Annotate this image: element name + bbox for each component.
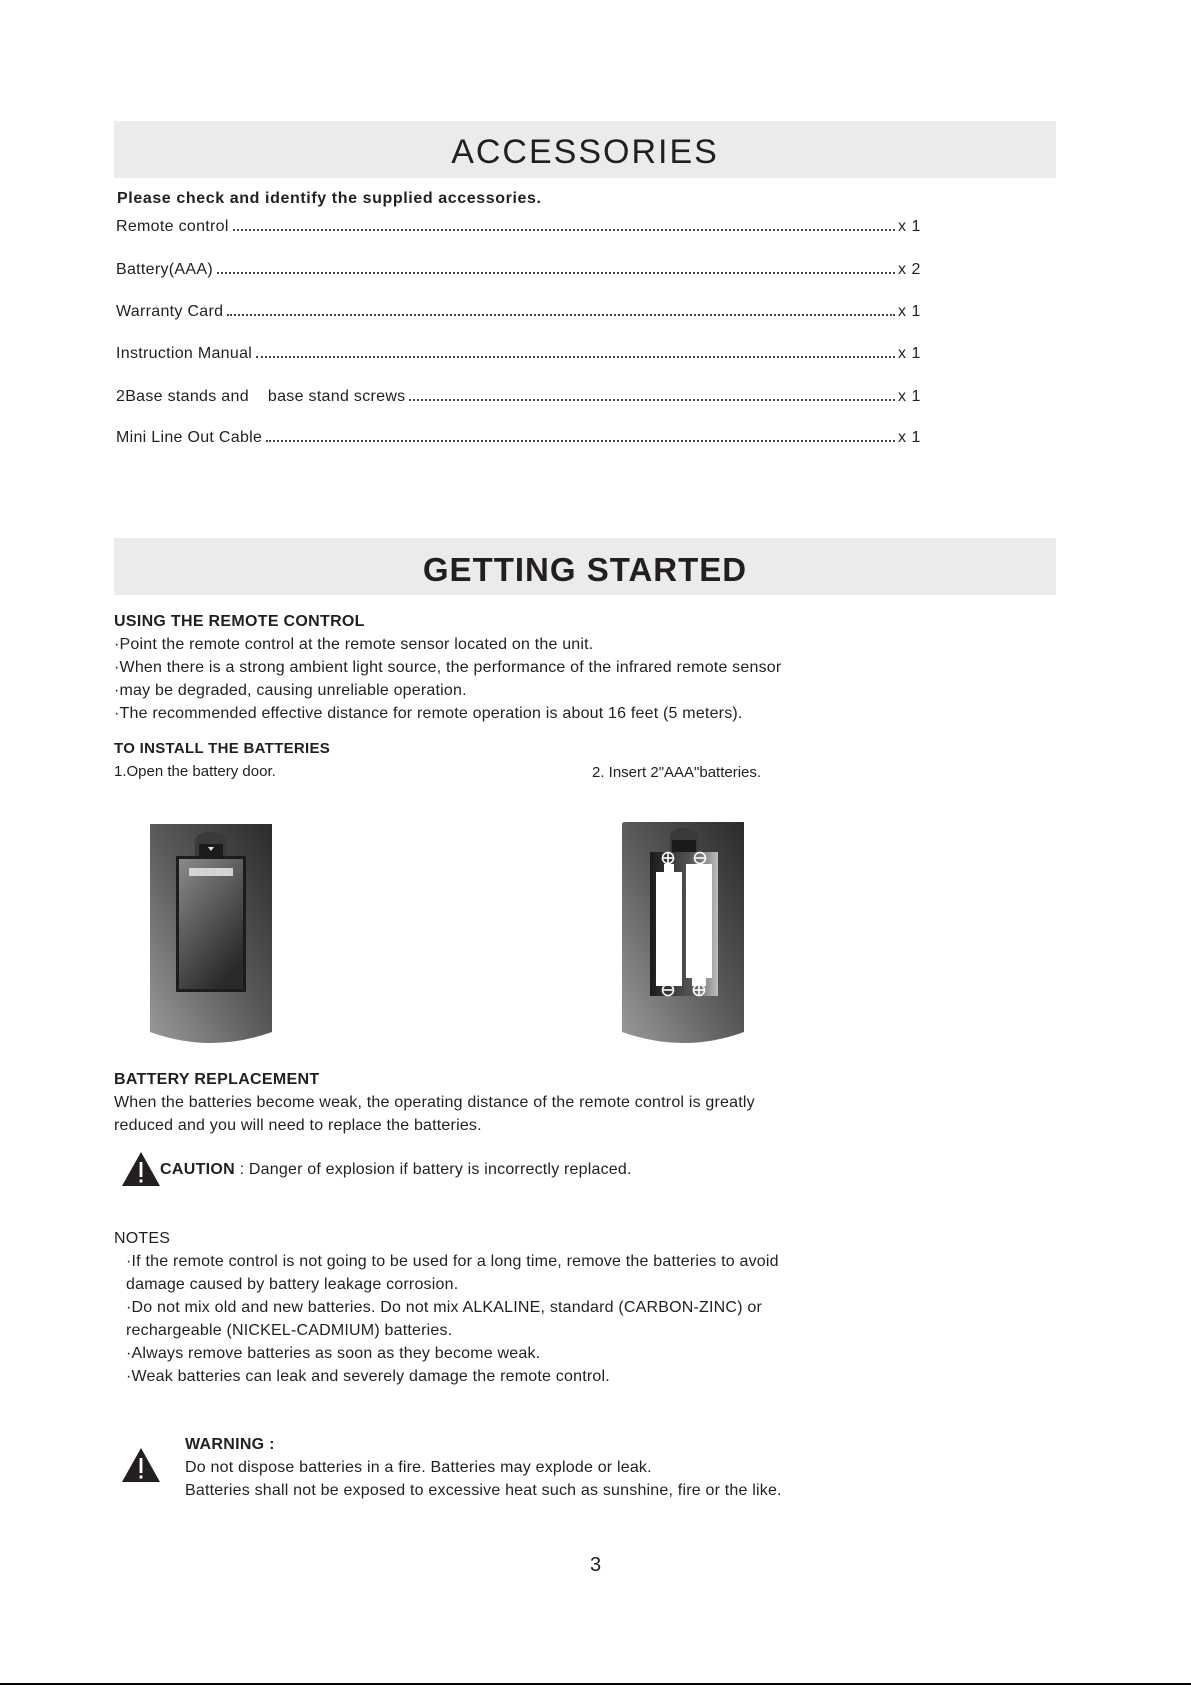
leader-dots: [233, 229, 895, 231]
notes-line: ·Weak batteries can leak and severely damage the remote control.: [126, 1368, 610, 1385]
accessory-item: [116, 218, 922, 238]
accessories-title: ACCESSORIES: [451, 133, 719, 171]
remote-battery-compartment-open-icon: [620, 820, 748, 1048]
getting-started-title: GETTING STARTED: [422, 551, 748, 588]
accessory-item: [116, 429, 922, 449]
accessory-name: 2Base stands and base stand screws: [116, 388, 406, 405]
accessory-item: [116, 388, 922, 408]
install-batteries-heading: TO INSTALL THE BATTERIES: [114, 740, 331, 757]
accessory-name: Mini Line Out Cable: [116, 429, 263, 446]
warning-line: Batteries shall not be exposed to excessive heat such as sunshine, fire or the like.: [185, 1482, 782, 1499]
battery-replacement-line: reduced and you will need to replace the batteries.: [114, 1117, 482, 1134]
accessory-qty: x 1: [898, 218, 921, 235]
battery-replacement-heading: BATTERY REPLACEMENT: [114, 1071, 320, 1088]
warning-line: Do not dispose batteries in a fire. Batteries may explode or leak.: [185, 1459, 652, 1476]
warning-label: WARNING :: [185, 1436, 275, 1453]
warning-triangle-icon: [121, 1447, 161, 1483]
remote-battery-door-closed-icon: [148, 822, 274, 1048]
leader-dots: [256, 356, 895, 358]
leader-dots: [266, 440, 895, 442]
notes-line: ·Do not mix old and new batteries. Do not mix ALKALINE, standard (CARBON-ZINC) or: [126, 1299, 762, 1316]
accessory-name: Remote control: [116, 218, 229, 235]
accessory-qty: x 1: [898, 303, 921, 320]
page-number: 3: [589, 1554, 602, 1576]
accessory-item: [116, 345, 922, 365]
leader-dots: [227, 314, 895, 316]
caution-warning-triangle-icon: [121, 1151, 161, 1187]
accessory-qty: x 2: [898, 261, 921, 278]
accessory-qty: x 1: [898, 345, 921, 362]
install-step-1: 1.Open the battery door.: [114, 763, 276, 780]
getting-started-header-band: [114, 538, 1056, 595]
remote-control-line: ·The recommended effective distance for remote operation is about 16 feet (5 meters).: [114, 705, 743, 722]
remote-control-line: ·may be degraded, causing unreliable operation.: [114, 682, 467, 699]
remote-control-line: ·When there is a strong ambient light source, the performance of the infrared remote sensor: [114, 659, 782, 676]
battery-replacement-line: When the batteries become weak, the operating distance of the remote control is greatly: [114, 1094, 755, 1111]
remote-control-line: ·Point the remote control at the remote sensor located on the unit.: [114, 636, 594, 653]
notes-line: damage caused by battery leakage corrosion.: [126, 1276, 459, 1293]
accessory-qty: x 1: [898, 429, 921, 446]
accessory-item: [116, 261, 922, 281]
caution-text: [160, 1161, 632, 1179]
notes-line: ·Always remove batteries as soon as they become weak.: [126, 1345, 541, 1362]
leader-dots: [217, 272, 895, 274]
notes-line: ·If the remote control is not going to be used for a long time, remove the batteries to avoid: [126, 1253, 779, 1270]
leader-dots: [409, 399, 895, 401]
notes-line: rechargeable (NICKEL-CADMIUM) batteries.: [126, 1322, 453, 1339]
accessory-name: Instruction Manual: [116, 345, 253, 362]
install-step-2: 2. Insert 2"AAA"batteries.: [592, 764, 762, 781]
accessory-name: Battery(AAA): [116, 261, 213, 278]
caution-label: CAUTION: [160, 1161, 235, 1178]
accessory-qty: x 1: [898, 388, 921, 405]
notes-heading: NOTES: [114, 1230, 171, 1247]
accessories-intro: Please check and identify the supplied accessories.: [117, 190, 542, 207]
accessory-item: [116, 303, 922, 323]
accessories-header-band: [114, 121, 1056, 178]
remote-control-heading: USING THE REMOTE CONTROL: [114, 613, 365, 630]
accessory-name: Warranty Card: [116, 303, 224, 320]
caution-message: : Danger of explosion if battery is incorrectly replaced.: [234, 1161, 632, 1178]
